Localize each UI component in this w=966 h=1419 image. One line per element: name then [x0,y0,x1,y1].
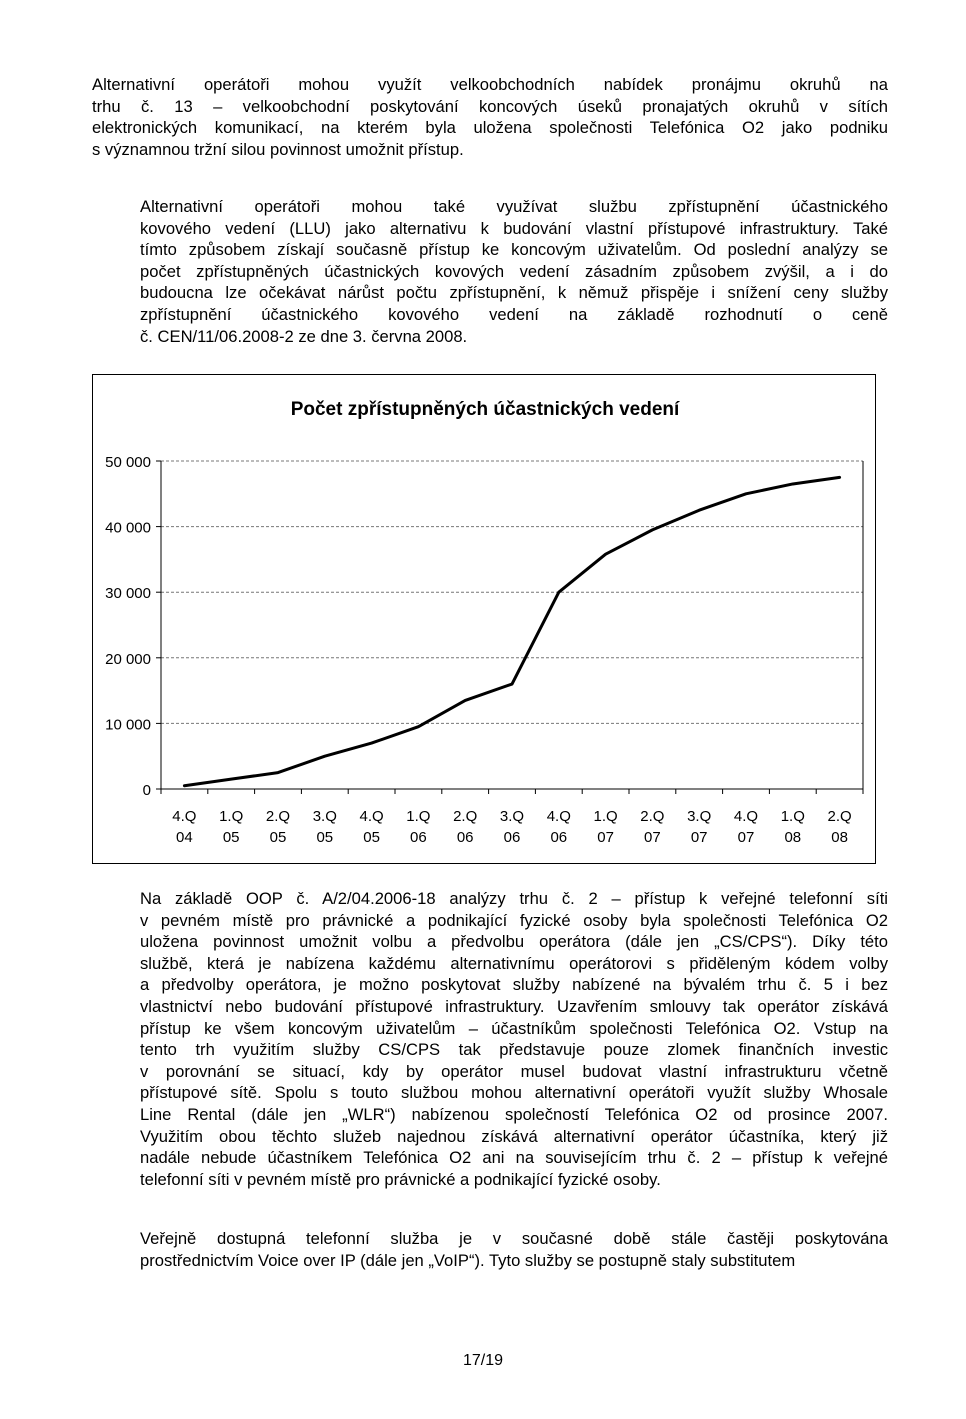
text-line: s významnou tržní silou povinnost umožnit přístup. [92,139,464,159]
chart-frame [92,374,876,864]
y-tick-label: 0 [142,782,151,799]
data-point [651,529,653,531]
x-tick-label-quarter: 4.Q [359,808,384,825]
x-tick-label-year: 04 [176,829,193,846]
paragraph-2 [92,196,888,347]
data-point [698,509,700,511]
x-tick-label-quarter: 1.Q [219,808,244,825]
x-tick-label-quarter: 3.Q [312,808,337,825]
text-line: uložena povinnost umožnit volbu a předvolbu operátora (dále jen „CS/CPS“). Díky této [140,932,888,952]
data-point [230,778,232,780]
x-tick-label-quarter: 2.Q [453,808,478,825]
y-tick-label: 30 000 [105,585,151,603]
x-tick-label-quarter: 1.Q [406,808,431,825]
text-line: počet zpřístupněných účastnických kovových vedení zásadním způsobem zvýšil, a i do [140,261,888,281]
x-tick-label-year: 07 [644,829,661,846]
text-line: Line Rental (dále jen „WLR“) nabízenou společností Telefónica O2 od prosince 2007. [140,1104,888,1124]
text-line: službě, která je nabízena každému alternativnímu operátorovi s přiděleným kódem volby [140,953,888,973]
data-point [604,553,606,555]
data-point [370,742,372,744]
text-line: tento trh využitím služby CS/CPS tak představuje pouze zlomek finančních investic [140,1040,888,1060]
text-line: trhu č. 13 – velkoobchodní poskytování koncových úseků pronajatých okruhů v sítích [92,96,888,116]
y-tick-label: 50 000 [105,454,151,471]
x-tick-label-year: 07 [597,829,614,846]
x-tick-label-year: 06 [456,829,474,846]
x-tick-label-year: 08 [784,829,802,846]
data-point [277,771,279,773]
text-line: Využitím obou těchto služeb najednou získává alternativní operátor účastníka, který již [140,1126,888,1146]
text-line: nadále nebude účastníkem Telefónica O2 ani na souvisejícím trhu č. 2 – přístup k veřejné [140,1148,888,1168]
text-line: budoucna lze očekávat nárůst počtu zpřístupnění, k němuž přispěje i snížení ceny služby [140,283,888,303]
line-chart [93,375,877,865]
data-point [324,755,326,757]
x-tick-label-quarter: 2.Q [640,808,665,825]
text-line: vlastnictví nebo budování přístupové infrastruktury. Uzavřením smlouvy tak operátor získává [140,996,888,1016]
text-line: v porovnání se situací, kdy by operátor musel budovat vlastní infrastrukturu včetně [140,1061,888,1081]
y-tick-label: 40 000 [105,519,151,537]
text-line: Veřejně dostupná telefonní služba je v současné době stále častěji poskytována [140,1229,888,1248]
data-point [838,476,840,478]
text-line: tímto způsobem získají současně přístup ke koncovým uživatelům. Od poslední analýzy se [140,240,888,260]
data-point [792,483,794,485]
x-tick-label-year: 08 [831,829,848,846]
x-tick-label-year: 07 [690,829,708,846]
y-tick-label: 20 000 [105,650,151,668]
x-tick-label-quarter: 2.Q [827,808,852,825]
text-line: a předvolby operátora, je možno poskytovat služby nabízené na bývalém trhu č. 5 i bez [140,975,888,995]
text-line: Alternativní operátoři mohou využít velkoobchodních nabídek pronájmu okruhů na [92,75,888,94]
data-point [183,785,185,787]
x-tick-label-quarter: 4.Q [733,808,759,825]
x-tick-label-year: 05 [316,829,334,846]
x-tick-label-quarter: 3.Q [499,808,525,825]
paragraph-4 [92,1228,888,1271]
x-tick-label-year: 07 [737,829,755,846]
data-point [417,725,419,727]
text-line: přístup ke všem koncovým uživatelům – účastníkům společnosti Telefónica O2. Vstup na [140,1018,888,1038]
text-line: prostřednictvím Voice over IP (dále jen „VoIP“). Tyto služby se postupně staly substitutem [140,1250,796,1270]
data-point [745,493,747,495]
x-tick-label-year: 05 [222,829,240,846]
text-line: přístupové sítě. Spolu s touto službou mohou alternativní operátoři využít služby Whosale [140,1083,888,1103]
x-tick-label-quarter: 4.Q [546,808,571,825]
paragraph-1 [92,74,888,160]
paragraph-3 [92,888,888,1190]
x-tick-label-quarter: 2.Q [265,808,291,825]
series-line [184,477,839,785]
chart-title: Počet zpřístupněných účastnických vedení [290,399,680,420]
text-line: Na základě OOP č. A/2/04.2006-18 analýzy trhu č. 2 – přístup k veřejné telefonní síti [140,889,888,908]
data-point [558,591,560,593]
text-line: telefonní síti v pevném místě pro právnické a podnikající fyzické osoby. [140,1169,661,1189]
text-line: elektronických komunikací, na kterém byla uložena společnosti Telefónica O2 jako podniku [92,118,888,138]
x-tick-label-quarter: 1.Q [593,808,618,825]
x-tick-label-quarter: 3.Q [687,808,712,825]
x-tick-label-quarter: 4.Q [172,808,197,825]
text-line: zpřístupnění účastnického kovového vedení na základě rozhodnutí o ceně [140,304,888,324]
x-tick-label-quarter: 1.Q [780,808,805,825]
x-tick-label-year: 06 [410,829,427,846]
page-number: 17/19 [462,1352,504,1369]
text-line: č. CEN/11/06.2008-2 ze dne 3. června 2008. [140,326,468,346]
x-tick-label-year: 06 [550,829,568,846]
text-line: kovového vedení (LLU) jako alternativu k budování vlastní přístupové infrastruktury. Také [140,218,888,238]
data-point [511,683,513,685]
x-tick-label-year: 06 [503,829,521,846]
data-point [464,699,466,701]
y-tick-label: 10 000 [105,716,151,734]
text-line: v pevném místě pro právnické a podnikající fyzické osoby byla společnosti Telefónica O2 [140,910,888,930]
x-tick-label-year: 05 [269,829,287,846]
x-tick-label-year: 05 [363,829,380,846]
text-line: Alternativní operátoři mohou také využívat službu zpřístupnění účastnického [140,197,888,216]
